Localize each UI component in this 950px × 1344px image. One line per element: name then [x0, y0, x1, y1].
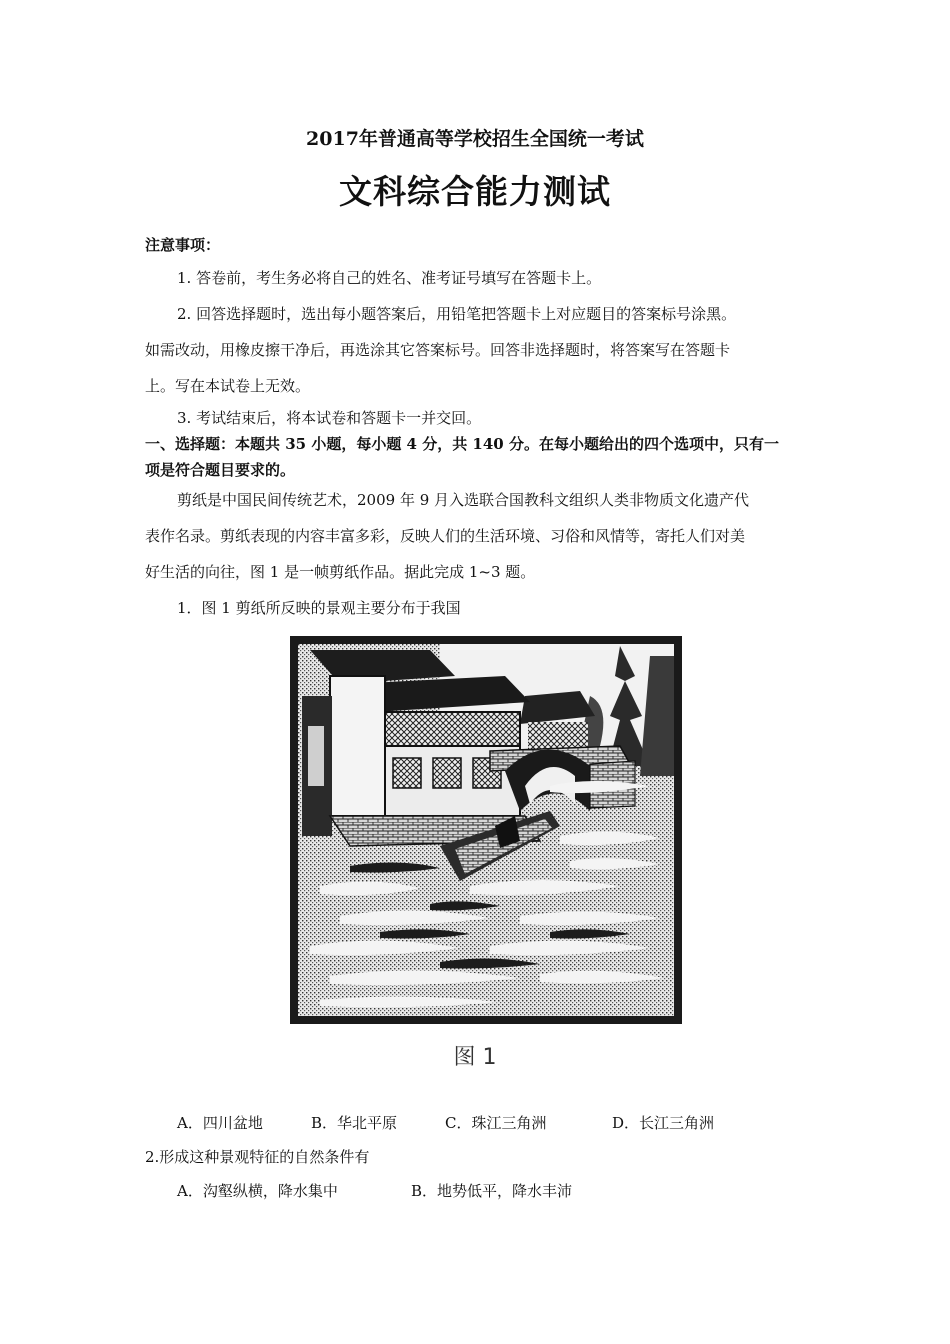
question-1-option-d: D．长江三角洲 [612, 1114, 715, 1132]
notice-item-2-line-2: 如需改动，用橡皮擦干净后，再选涂其它答案标号。回答非选择题时，将答案写在答题卡 [145, 341, 731, 359]
passage-line-2: 表作名录。剪纸表现的内容丰富多彩，反映人们的生活环境、习俗和风情等，寄托人们对美 [145, 527, 746, 545]
papercut-figure [290, 636, 682, 1024]
notice-item-2-line-1: 2. 回答选择题时，选出每小题答案后，用铅笔把答题卡上对应题目的答案标号涂黑。 [177, 305, 737, 323]
section-heading-line-1: 一、选择题：本题共 35 小题，每小题 4 分，共 140 分。在每小题给出的四个选项中，只有一 [145, 435, 779, 453]
passage-line-3: 好生活的向往，图 1 是一帧剪纸作品。据此完成 1~3 题。 [145, 563, 536, 581]
question-2-option-a: A．沟壑纵横，降水集中 [177, 1182, 338, 1200]
section-heading-line-2: 项是符合题目要求的。 [145, 461, 296, 479]
question-1-stem: 1．图 1 剪纸所反映的景观主要分布于我国 [177, 599, 461, 617]
question-2-option-b: B．地势低平，降水丰沛 [411, 1182, 573, 1200]
figure-caption: 图 1 [453, 1045, 497, 1070]
question-1-option-a: A．四川盆地 [177, 1114, 263, 1132]
notice-item-2-line-3: 上。写在本试卷上无效。 [145, 377, 311, 395]
notice-heading: 注意事项： [145, 236, 221, 254]
question-1-option-b: B．华北平原 [311, 1114, 398, 1132]
notice-item-1: 1. 答卷前，考生务必将自己的姓名、准考证号填写在答题卡上。 [177, 269, 602, 287]
question-1-option-c: C．珠江三角洲 [445, 1114, 547, 1132]
exam-title: 2017年普通高等学校招生全国统一考试 [306, 128, 644, 150]
exam-subtitle: 文科综合能力测试 [339, 172, 611, 211]
notice-item-3: 3. 考试结束后，将本试卷和答题卡一并交回。 [177, 409, 482, 427]
passage-line-1: 剪纸是中国民间传统艺术，2009 年 9 月入选联合国教科文组织人类非物质文化遗产代 [177, 491, 750, 509]
question-2-stem: 2.形成这种景观特征的自然条件有 [145, 1148, 370, 1166]
